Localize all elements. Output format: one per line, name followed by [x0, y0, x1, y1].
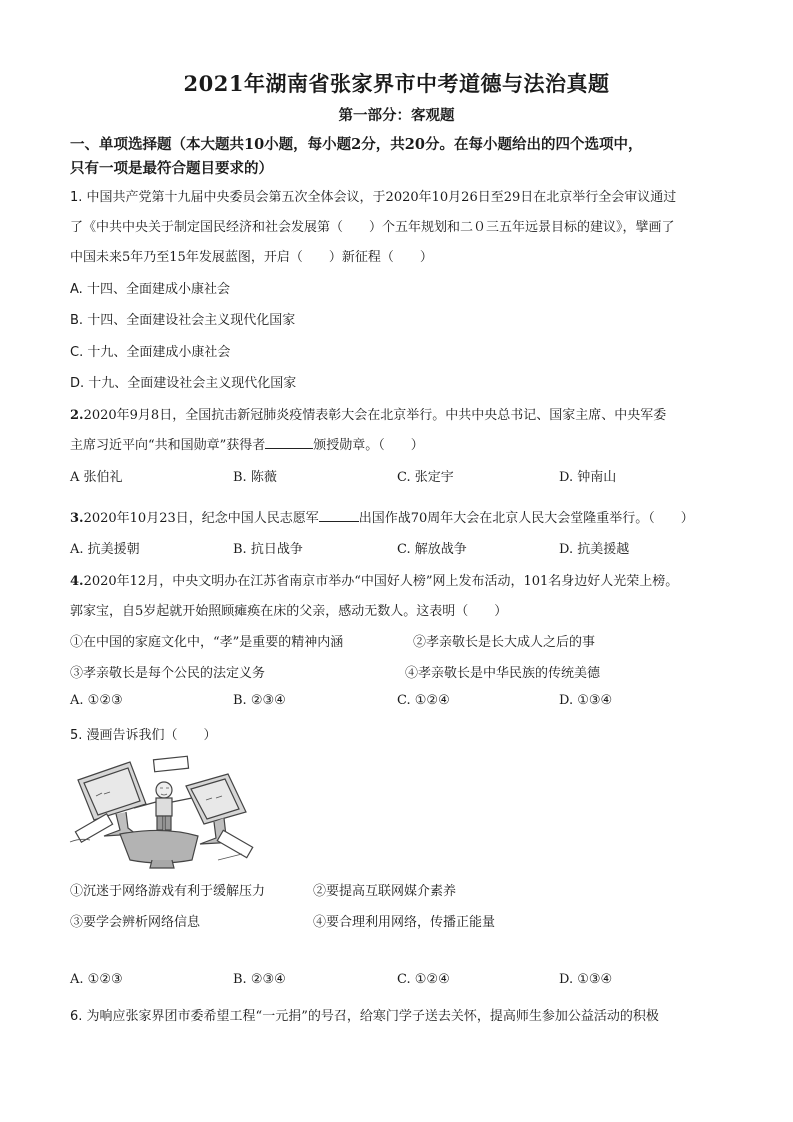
answer-blank — [265, 436, 313, 449]
option-text: ①②③ — [87, 972, 123, 987]
option-text: 抗美援朝 — [87, 542, 140, 557]
option-text: ②③④ — [250, 972, 286, 987]
question-1-line3: 中国未来5年乃至15年发展蓝图，开启（ ）新征程（ ） — [70, 250, 433, 265]
option-label: D. — [70, 376, 85, 391]
option-label: D. — [559, 542, 574, 557]
question-text: 2020年10月23日，纪念中国人民志愿军 — [83, 511, 319, 526]
question-2-option-b[interactable] — [233, 466, 277, 485]
question-4-line2: 郭家宝，自5岁起就开始照顾瘫痪在床的父亲，感动无数人。这表明（ ） — [70, 604, 508, 619]
option-text: 十九、全面建成小康社会 — [87, 345, 231, 360]
page-title: 2021年湖南省张家界市中考道德与法治真题 — [183, 71, 610, 96]
question-4-option-c[interactable] — [397, 693, 450, 708]
question-4-statement-1: ①在中国的家庭文化中，“孝”是重要的精神内涵 — [70, 635, 344, 650]
option-label: A. — [70, 972, 84, 987]
option-label: B. — [70, 313, 84, 328]
option-text: 十四、全面建成小康社会 — [86, 282, 230, 297]
question-5-option-d[interactable] — [559, 972, 612, 987]
question-3-option-a[interactable] — [70, 538, 140, 557]
option-text: 解放战争 — [414, 542, 467, 557]
question-number: 5. — [70, 728, 83, 743]
question-text: 出国作战70周年大会在北京人民大会堂隆重举行。（ ） — [358, 511, 694, 526]
question-1-option-a[interactable] — [70, 278, 230, 297]
option-text: ①③④ — [577, 972, 613, 987]
question-5-option-a[interactable] — [70, 972, 123, 987]
question-text: 颁授勋章。（ ） — [313, 438, 424, 453]
question-5-option-c[interactable] — [397, 972, 450, 987]
question-number: 2. — [70, 408, 84, 423]
question-text: 为响应张家界团市委希望工程“一元捐”的号召，给寒门学子送去关怀，提高师生参加公益活动的积极 — [86, 1009, 659, 1024]
question-1-line2: 了《中共中央关于制定国民经济和社会发展第（ ）个五年规划和二０三五年远景目标的建议》，擘画了 — [70, 220, 675, 235]
cartoon-image — [68, 752, 258, 870]
question-4-option-a[interactable] — [70, 693, 123, 708]
question-4-line1 — [70, 570, 678, 589]
option-label: C. — [70, 345, 84, 360]
option-label: D. — [559, 693, 574, 708]
question-5-statement-3: ③要学会辨析网络信息 — [70, 915, 201, 930]
option-label: B. — [233, 542, 247, 557]
question-5-line1 — [70, 724, 217, 743]
question-2-option-a[interactable] — [70, 466, 123, 485]
option-label: C. — [397, 470, 411, 485]
question-number: 1. — [70, 190, 83, 205]
option-text: 陈薇 — [250, 470, 277, 485]
question-2-option-c[interactable] — [397, 466, 454, 485]
option-text: 抗日战争 — [250, 542, 303, 557]
question-5-option-b[interactable] — [233, 972, 286, 987]
option-text: ①②③ — [87, 693, 123, 708]
question-3-option-d[interactable] — [559, 538, 629, 557]
option-text: ①③④ — [577, 693, 613, 708]
question-3-option-c[interactable] — [397, 538, 467, 557]
question-number: 3. — [70, 511, 84, 526]
option-text: ②③④ — [250, 693, 286, 708]
question-1-line1 — [70, 186, 676, 205]
question-4-statement-4: ④孝亲敬长是中华民族的传统美德 — [405, 666, 601, 681]
question-5-statement-1: ①沉迷于网络游戏有利于缓解压力 — [70, 884, 266, 899]
option-label: D. — [559, 470, 574, 485]
question-text: 2020年9月8日，全国抗击新冠肺炎疫情表彰大会在北京举行。中共中央总书记、国家主席、中央军委 — [83, 408, 667, 423]
option-label: A. — [70, 282, 83, 297]
option-text: ①②④ — [414, 972, 450, 987]
question-6-line1 — [70, 1005, 659, 1024]
option-label: C. — [397, 693, 411, 708]
question-4-statement-3: ③孝亲敬长是每个公民的法定义务 — [70, 666, 266, 681]
option-label: A. — [70, 693, 84, 708]
option-text: 钟南山 — [577, 470, 617, 485]
option-label: B. — [233, 470, 247, 485]
answer-blank — [319, 509, 359, 522]
question-2-line1 — [70, 404, 666, 423]
question-4-option-d[interactable] — [559, 693, 612, 708]
question-1-option-c[interactable] — [70, 341, 230, 360]
question-2-line2 — [70, 434, 424, 453]
question-number: 4. — [70, 574, 84, 589]
question-text: 主席习近平向“共和国勋章”获得者 — [70, 438, 266, 453]
question-3-line1 — [70, 507, 694, 526]
option-text: 张伯礼 — [83, 470, 123, 485]
option-label: A — [70, 470, 80, 485]
option-label: A. — [70, 542, 84, 557]
question-5-statement-4: ④要合理利用网络，传播正能量 — [313, 915, 496, 930]
option-text: ①②④ — [414, 693, 450, 708]
option-text: 抗美援越 — [577, 542, 630, 557]
option-text: 十四、全面建设社会主义现代化国家 — [87, 313, 296, 328]
question-4-option-b[interactable] — [233, 693, 286, 708]
option-label: B. — [233, 693, 247, 708]
question-3-option-b[interactable] — [233, 538, 303, 557]
section-heading-line2: 只有一项是最符合题目要求的） — [70, 160, 273, 177]
part-heading: 第一部分：客观题 — [338, 107, 455, 124]
question-5-statement-2: ②要提高互联网媒介素养 — [313, 884, 457, 899]
question-text: 2020年12月，中央文明办在江苏省南京市举办“中国好人榜”网上发布活动，101名身边好人光荣上榜。 — [83, 574, 679, 589]
question-4-statement-2: ②孝亲敬长是长大成人之后的事 — [413, 635, 596, 650]
option-text: 十九、全面建设社会主义现代化国家 — [88, 376, 297, 391]
question-2-option-d[interactable] — [559, 466, 616, 485]
question-1-option-d[interactable] — [70, 372, 296, 391]
question-text: 漫画告诉我们（ ） — [86, 728, 217, 743]
question-text: 中国共产党第十九届中央委员会第五次全体会议，于2020年10月26日至29日在北京举行全会审议通过 — [86, 190, 677, 205]
section-heading-line1: 一、单项选择题（本大题共10小题，每小题2分，共20分。在每小题给出的四个选项中， — [70, 136, 643, 153]
question-1-option-b[interactable] — [70, 309, 295, 328]
option-label: B. — [233, 972, 247, 987]
option-label: C. — [397, 972, 411, 987]
question-number: 6. — [70, 1009, 83, 1024]
option-label: C. — [397, 542, 411, 557]
option-label: D. — [559, 972, 574, 987]
option-text: 张定宇 — [414, 470, 454, 485]
